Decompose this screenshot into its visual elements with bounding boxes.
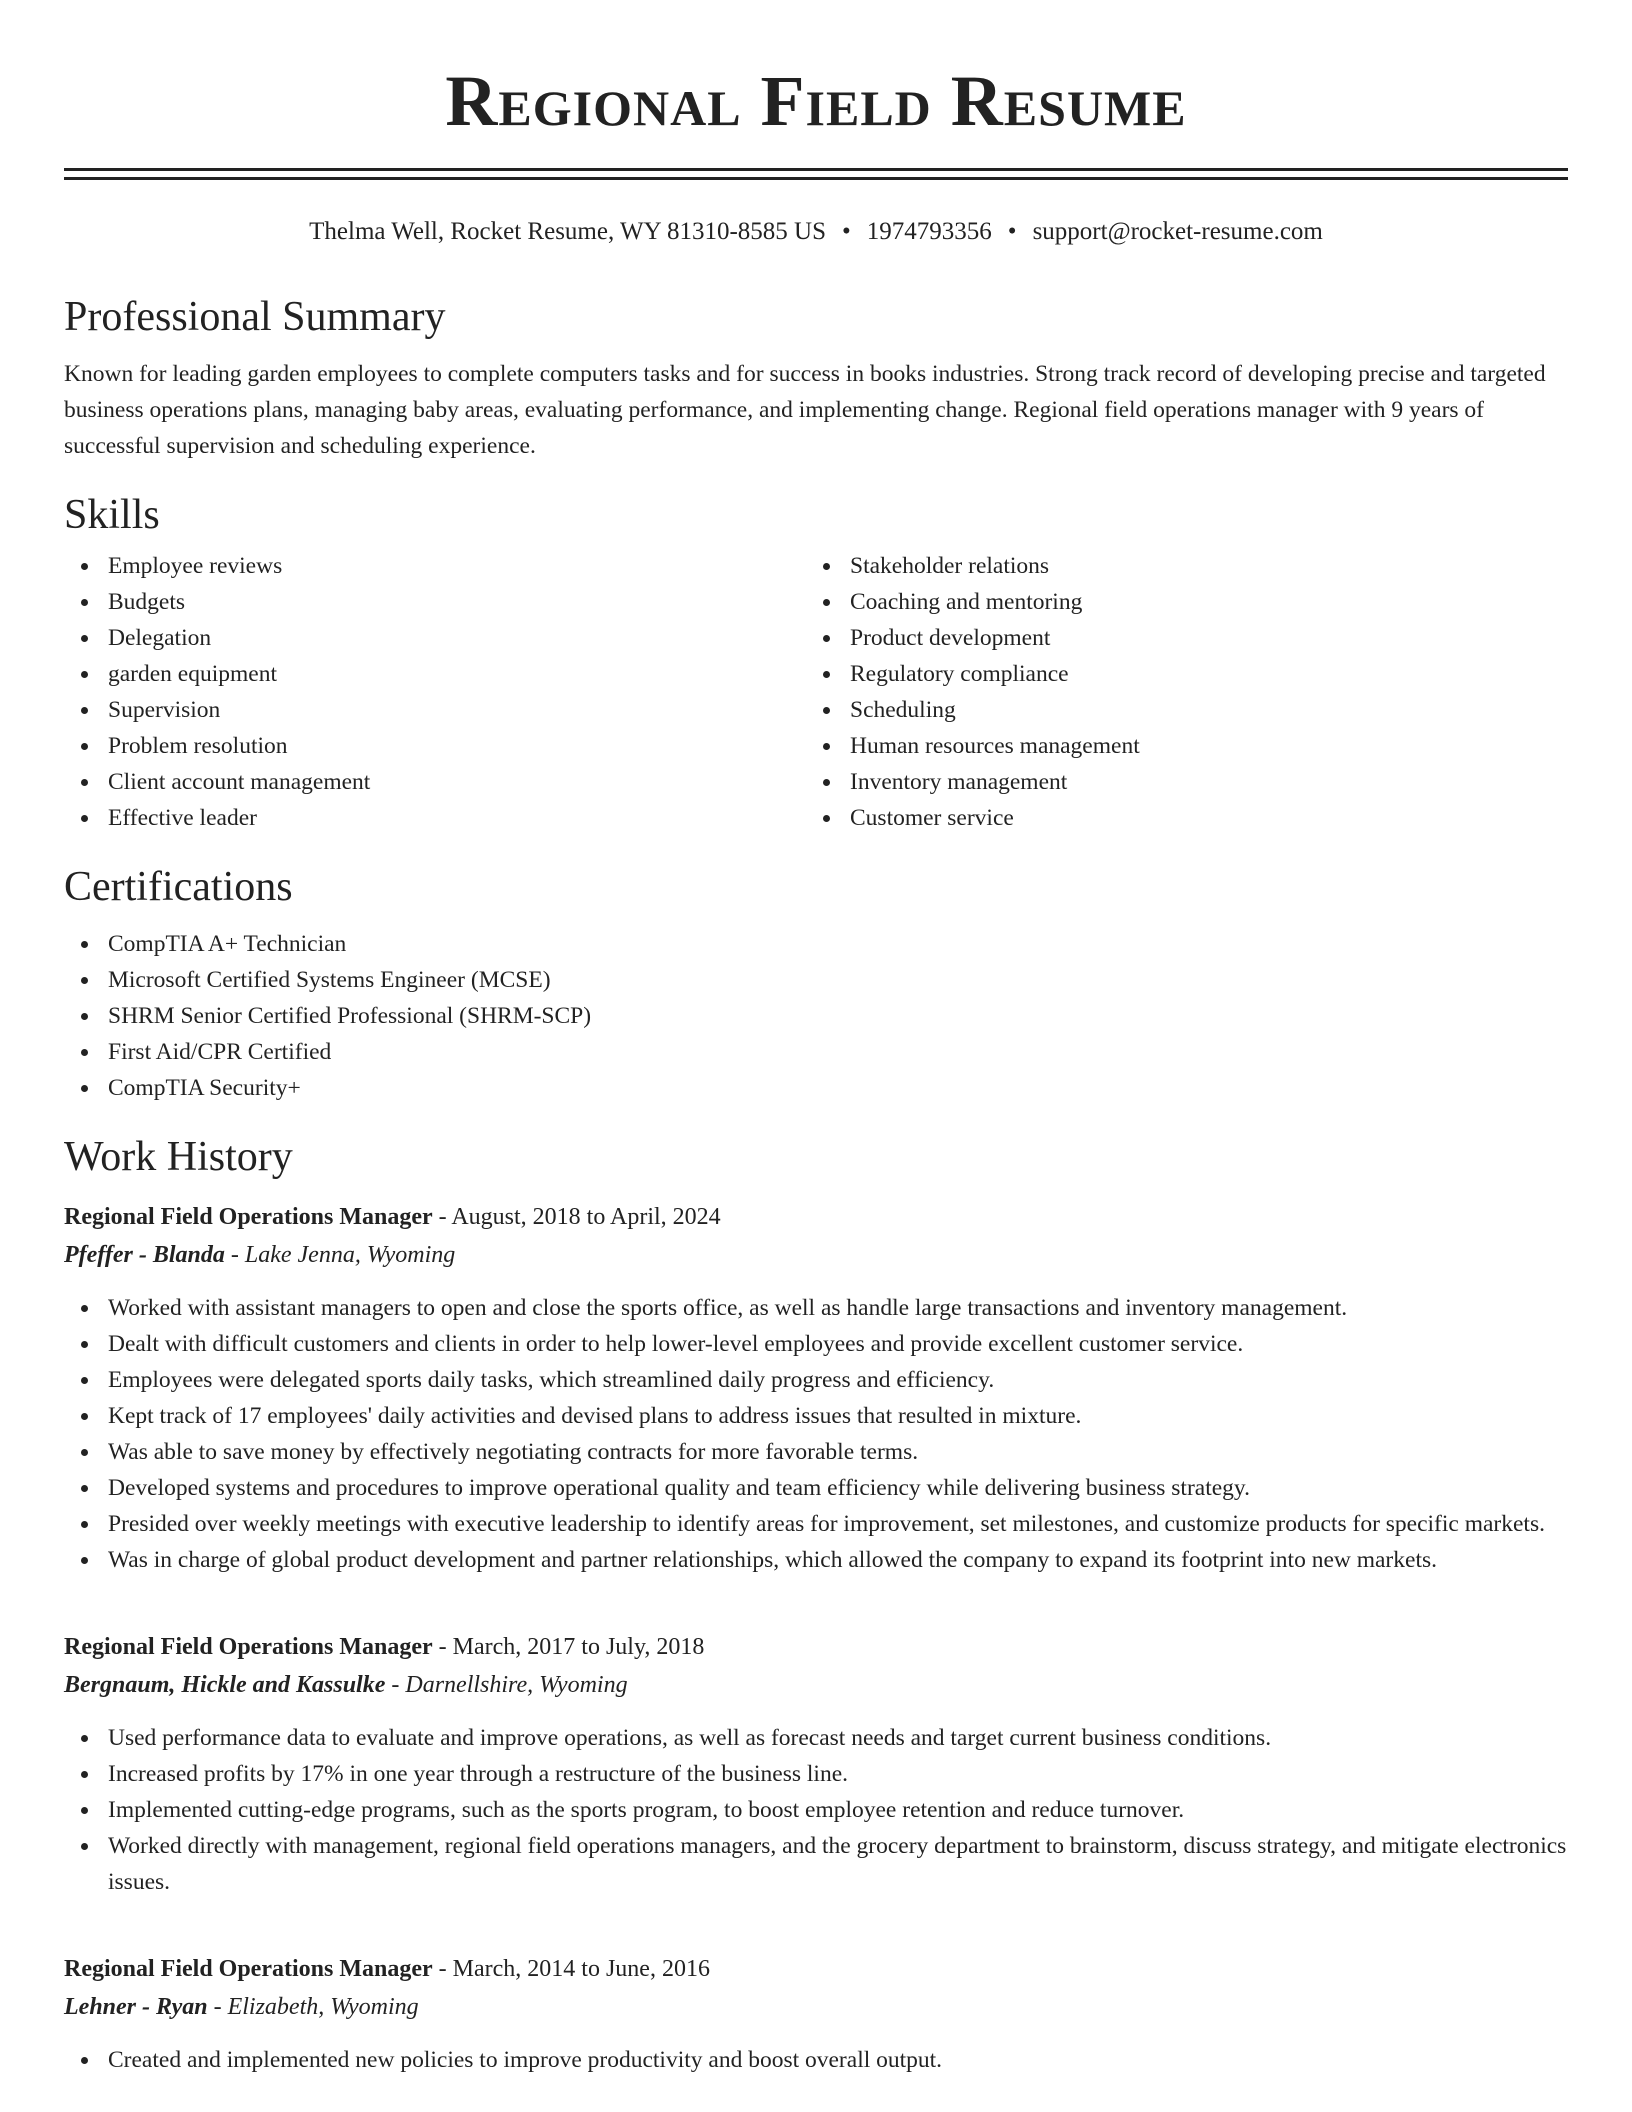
contact-separator: •: [1007, 218, 1017, 245]
job-title: Regional Field Operations Manager: [64, 1956, 433, 1982]
skill-item: Coaching and mentoring: [806, 584, 1548, 620]
job-company-line: Pfeffer - Blanda - Lake Jenna, Wyoming: [64, 1242, 456, 1268]
contact-address: Thelma Well, Rocket Resume, WY 81310-8585 US: [309, 218, 827, 245]
job-company: Lehner - Ryan: [64, 1994, 208, 2020]
skill-item: Stakeholder relations: [806, 548, 1548, 584]
certifications-list: [64, 926, 1568, 1106]
job-location: Elizabeth, Wyoming: [227, 1994, 419, 2020]
job-bullet: Created and implemented new policies to improve productivity and boost overall output.: [64, 2042, 1568, 2078]
skill-item: Problem resolution: [64, 728, 806, 764]
job-bullet: Developed systems and procedures to improve operational quality and team efficiency while delivering business strategy.: [64, 1470, 1568, 1506]
job-bullet: Worked directly with management, regional field operations managers, and the grocery department to brainstorm, discuss strategy, and mitigate electronics issues.: [64, 1828, 1568, 1900]
job-dates: March, 2017 to July, 2018: [452, 1634, 705, 1660]
job-bullets: [64, 1290, 1568, 1578]
skill-item: Scheduling: [806, 692, 1548, 728]
certification-item: CompTIA A+ Technician: [64, 926, 1568, 962]
certification-item: Microsoft Certified Systems Engineer (MCSE): [64, 962, 1568, 998]
job-bullet: Worked with assistant managers to open and close the sports office, as well as handle large transactions and inventory management.: [64, 1290, 1568, 1326]
job-entry: [64, 1628, 1568, 1900]
skills-column-right: [806, 548, 1548, 836]
contact-separator: •: [842, 218, 851, 245]
job-entry: [64, 1950, 1568, 2078]
job-bullet: Was able to save money by effectively negotiating contracts for more favorable terms.: [64, 1434, 1568, 1470]
summary-heading: Professional Summary: [64, 294, 446, 340]
skill-item: Human resources management: [806, 728, 1548, 764]
skill-item: Product development: [806, 620, 1548, 656]
job-company: Bergnaum, Hickle and Kassulke: [64, 1672, 386, 1698]
certifications-heading: Certifications: [64, 864, 293, 910]
skill-item: Regulatory compliance: [806, 656, 1548, 692]
job-bullet: Employees were delegated sports daily tasks, which streamlined daily progress and efficiency.: [64, 1362, 1568, 1398]
job-dates: March, 2014 to June, 2016: [452, 1956, 710, 1982]
contact-line: [64, 218, 1568, 246]
skill-item: garden equipment: [64, 656, 806, 692]
job-company-line: Lehner - Ryan - Elizabeth, Wyoming: [64, 1994, 419, 2020]
skill-item: Supervision: [64, 692, 806, 728]
contact-email[interactable]: support@rocket-resume.com: [1032, 218, 1323, 245]
skill-item: Customer service: [806, 800, 1548, 836]
contact-phone: 1974793356: [866, 218, 992, 245]
job-bullets: [64, 2042, 1568, 2078]
job-company: Pfeffer - Blanda: [64, 1242, 225, 1268]
skill-item: Employee reviews: [64, 548, 806, 584]
job-bullets: [64, 1720, 1568, 1900]
job-bullet: Presided over weekly meetings with executive leadership to identify areas for improvement, set milestones, and customize products for specific markets.: [64, 1506, 1568, 1542]
job-bullet: Was in charge of global product development and partner relationships, which allowed the company to expand its footprint into new markets.: [64, 1542, 1568, 1578]
job-title-line: Regional Field Operations Manager - March, 2017 to July, 2018: [64, 1634, 705, 1660]
job-entry: [64, 1198, 1568, 1578]
job-title-line: Regional Field Operations Manager - March, 2014 to June, 2016: [64, 1956, 710, 1982]
title-divider-thick: [64, 168, 1568, 171]
job-bullet: Increased profits by 17% in one year through a restructure of the business line.: [64, 1756, 1568, 1792]
skills-heading: Skills: [64, 492, 160, 538]
job-title: Regional Field Operations Manager: [64, 1634, 433, 1660]
job-bullet: Kept track of 17 employees' daily activities and devised plans to address issues that resulted in mixture.: [64, 1398, 1568, 1434]
resume-title: Regional Field Resume: [445, 61, 1187, 141]
job-location: Darnellshire, Wyoming: [405, 1672, 628, 1698]
skill-item: Client account management: [64, 764, 806, 800]
title-divider-thin: [64, 177, 1568, 180]
skill-item: Effective leader: [64, 800, 806, 836]
skill-item: Delegation: [64, 620, 806, 656]
job-title: Regional Field Operations Manager: [64, 1204, 433, 1230]
skills-column-left: [64, 548, 806, 836]
resume-page: [64, 0, 1568, 2078]
job-bullet: Used performance data to evaluate and improve operations, as well as forecast needs and target current business conditions.: [64, 1720, 1568, 1756]
work-history-heading: Work History: [64, 1134, 293, 1180]
job-bullet: Dealt with difficult customers and clients in order to help lower-level employees and provide excellent customer service.: [64, 1326, 1568, 1362]
skill-item: Budgets: [64, 584, 806, 620]
summary-text: Known for leading garden employees to complete computers tasks and for success in books industries. Strong track record of developing precise and targeted business operations plans, managing baby areas, evaluating performance, and implementing change. Regional field operations manager with 9 years of successful supervision and scheduling experience.: [64, 361, 1546, 459]
skills-list: [64, 548, 1568, 836]
job-company-line: Bergnaum, Hickle and Kassulke - Darnellshire, Wyoming: [64, 1672, 628, 1698]
job-location: Lake Jenna, Wyoming: [244, 1242, 456, 1268]
job-title-line: Regional Field Operations Manager - August, 2018 to April, 2024: [64, 1204, 721, 1230]
certification-item: CompTIA Security+: [64, 1070, 1568, 1106]
job-bullet: Implemented cutting-edge programs, such as the sports program, to boost employee retention and reduce turnover.: [64, 1792, 1568, 1828]
certification-item: SHRM Senior Certified Professional (SHRM-SCP): [64, 998, 1568, 1034]
skill-item: Inventory management: [806, 764, 1548, 800]
certification-item: First Aid/CPR Certified: [64, 1034, 1568, 1070]
job-dates: August, 2018 to April, 2024: [451, 1204, 721, 1230]
